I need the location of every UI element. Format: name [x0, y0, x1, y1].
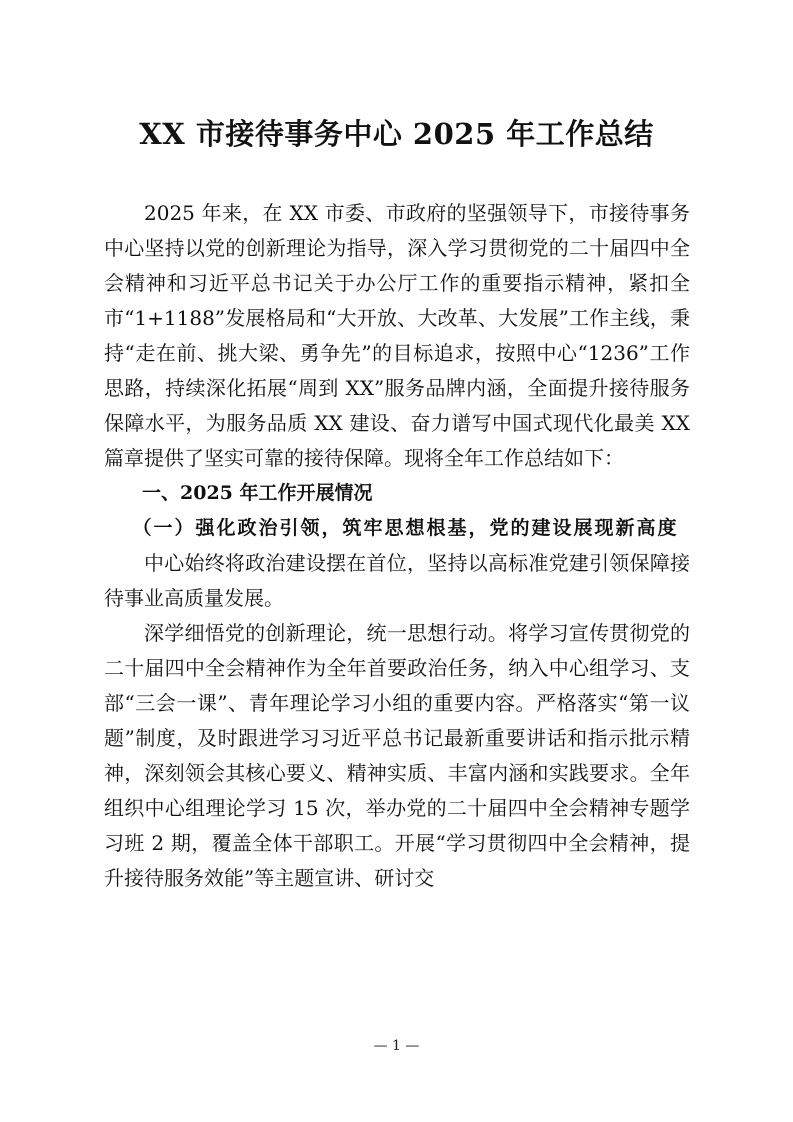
body-paragraph: 深学细悟党的创新理论，统一思想行动。将学习宣传贯彻党的二十届四中全会精神作为全年首要政治任务，纳入中心组学习、支部“三会一课”、青年理论学习小组的重要内容。严格落实“第一议题”制度，及时跟进学习习近平总书记最新重要讲话和指示批示精神，深刻领会其核心要义、精神实质、丰富内涵和实践要求。全年组织中心组理论学习 15 次，举办党的二十届四中全会精神专题学习班 2 期，覆盖全体干部职工。开展“学习贯彻四中全会精神，提升接待服务效能”等主题宣讲、研讨交 [104, 621, 690, 890]
page-title: XX 市接待事务中心 2025 年工作总结 [139, 117, 654, 151]
page-number: — 1 — [373, 1038, 420, 1054]
body-paragraph: 中心始终将政治建设摆在首位，坚持以高标准党建引领保障接待事业高质量发展。 [104, 551, 690, 610]
intro-paragraph: 2025 年来，在 XX 市委、市政府的坚强领导下，市接待事务中心坚持以党的创新理论为指导，深入学习贯彻党的二十届四中全会精神和习近平总书记关于办公厅工作的重要指示精神，紧扣全市“1+1188”发展格局和“大开放、大改革、大发展”工作主线，秉持“走在前、挑大梁、勇争先”的目标追求，按照中心“1236”工作思路，持续深化拓展“周到 XX”服务品牌内涵，全面提升接待服务保障水平，为服务品质 XX 建设、奋力谱写中国式现代化最美 XX 篇章提供了坚实可靠的接待保障。现将全年工作总结如下： [104, 201, 690, 470]
document-body [104, 196, 690, 896]
section-heading: 一、2025 年工作开展情况 [142, 482, 373, 504]
subsection-heading: （一）强化政治引领，筑牢思想根基，党的建设展现新高度 [132, 517, 679, 539]
